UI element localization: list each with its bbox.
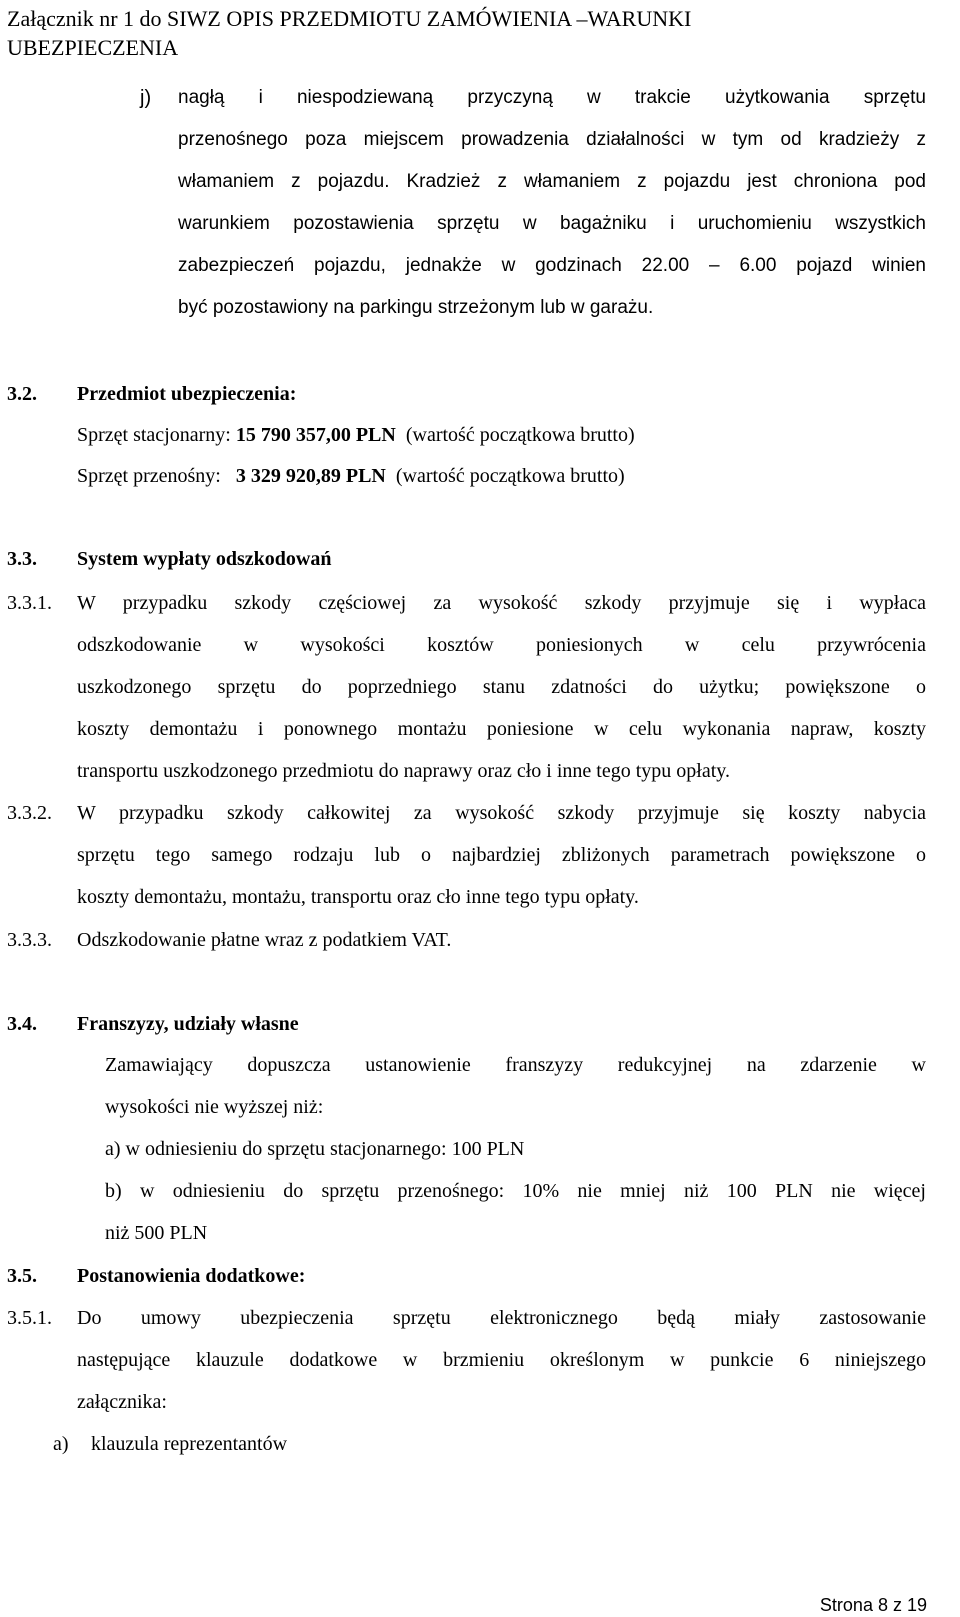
portable-value: 3 329 920,89 PLN: [235, 465, 386, 487]
section-number: 3.4.: [7, 1013, 37, 1035]
paragraph-line: sprzętu tego samego rodzaju lub o najbardziej zbliżonych parametrach powiększone o: [77, 844, 926, 866]
paragraph-line: Odszkodowanie płatne wraz z podatkiem VAT.: [77, 929, 452, 951]
stationary-value: 15 790 357,00 PLN: [235, 424, 396, 446]
document-header: [7, 4, 937, 62]
paragraph-line: Do umowy ubezpieczenia sprzętu elektronicznego będą miały zastosowanie: [77, 1307, 926, 1329]
item-j-marker: j): [140, 87, 152, 109]
item-j-line: nagłą i niespodziewaną przyczyną w trakcie użytkowania sprzętu: [178, 87, 926, 108]
paragraph-line: transportu uszkodzonego przedmiotu do naprawy oraz cło i inne tego typu opłaty.: [77, 760, 730, 782]
paragraph-line: koszty demontażu, montażu, transportu oraz cło inne tego typu opłaty.: [77, 886, 639, 908]
paragraph-line: W przypadku szkody częściowej za wysokość szkody przyjmuje się i wypłaca: [77, 592, 926, 614]
deductible-line: a) w odniesieniu do sprzętu stacjonarnego: 100 PLN: [105, 1138, 525, 1160]
portable-equipment-row: [77, 463, 625, 489]
section-title: System wypłaty odszkodowań: [77, 548, 332, 570]
list-item-marker: a): [53, 1433, 69, 1455]
paragraph-number: 3.3.3.: [7, 929, 52, 951]
section-title: Przedmiot ubezpieczenia:: [77, 383, 297, 405]
paragraph-line: odszkodowanie w wysokości kosztów poniesionych w celu przywrócenia: [77, 634, 926, 656]
section-number: 3.3.: [7, 548, 37, 570]
paragraph-line: W przypadku szkody całkowitej za wysokość szkody przyjmuje się koszty nabycia: [77, 802, 926, 824]
deductible-line: wysokości nie wyższej niż:: [105, 1096, 324, 1118]
page-number: Strona 8 z 19: [819, 1595, 927, 1615]
paragraph-line: koszty demontażu i ponownego montażu poniesione w celu wykonania napraw, koszty: [77, 718, 926, 740]
paragraph-number: 3.5.1.: [7, 1307, 52, 1329]
paragraph-line: następujące klauzule dodatkowe w brzmieniu określonym w punkcie 6 niniejszego: [77, 1349, 926, 1371]
paragraph-line: załącznika:: [77, 1391, 167, 1413]
item-j-line: włamaniem z pojazdu. Kradzież z włamaniem z pojazdu jest chroniona pod: [178, 171, 926, 192]
deductible-line: Zamawiający dopuszcza ustanowienie franszyzy redukcyjnej na zdarzenie w: [105, 1054, 926, 1076]
item-j-line: być pozostawiony na parkingu strzeżonym lub w garażu.: [178, 297, 654, 318]
paragraph-line: uszkodzonego sprzętu do poprzedniego stanu zdatności do użytku; powiększone o: [77, 676, 926, 698]
header-title-line-2: UBEZPIECZENIA: [7, 35, 179, 60]
stationary-label: Sprzęt stacjonarny:: [77, 424, 231, 446]
deductible-line: niż 500 PLN: [105, 1222, 208, 1244]
deductible-line: b) w odniesieniu do sprzętu przenośnego: 10% nie mniej niż 100 PLN nie więcej: [105, 1180, 926, 1202]
list-item-text: klauzula reprezentantów: [91, 1433, 288, 1455]
section-number: 3.2.: [7, 383, 37, 405]
stationary-equipment-row: [77, 422, 635, 448]
paragraph-number: 3.3.2.: [7, 802, 52, 824]
item-j-line: przenośnego poza miejscem prowadzenia działalności w tym od kradzieży z: [178, 129, 926, 150]
header-title-line-1: Załącznik nr 1 do SIWZ OPIS PRZEDMIOTU ZAMÓWIENIA –WARUNKI: [7, 6, 692, 31]
section-title: Franszyzy, udziały własne: [77, 1013, 299, 1035]
paragraph-number: 3.3.1.: [7, 592, 52, 614]
section-title: Postanowienia dodatkowe:: [77, 1265, 306, 1287]
item-j-line: warunkiem pozostawienia sprzętu w bagażniku i uruchomieniu wszystkich: [178, 213, 926, 234]
portable-note: (wartość początkowa brutto): [395, 465, 625, 487]
portable-label: Sprzęt przenośny:: [77, 465, 221, 487]
item-j-line: zabezpieczeń pojazdu, jednakże w godzinach 22.00 – 6.00 pojazd winien: [178, 255, 926, 276]
section-number: 3.5.: [7, 1265, 37, 1287]
stationary-note: (wartość początkowa brutto): [405, 424, 635, 446]
